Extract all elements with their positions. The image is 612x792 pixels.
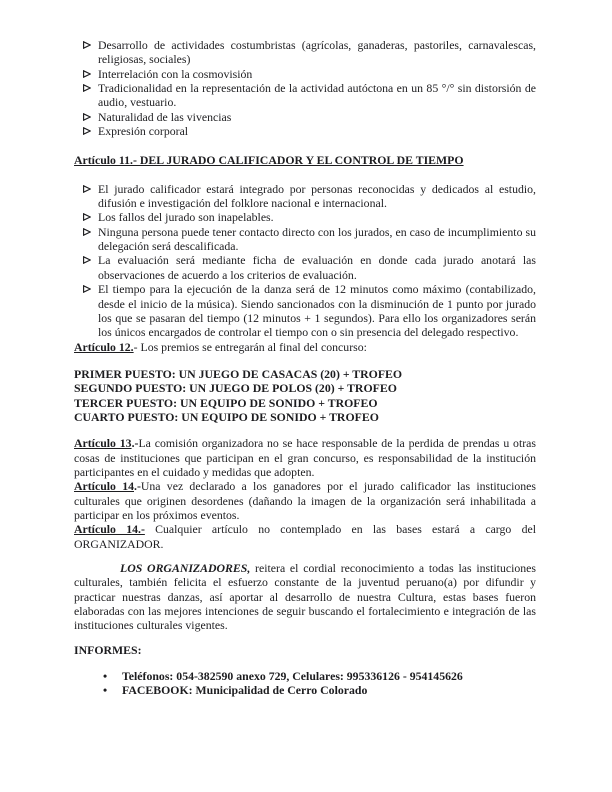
arrow-bullet-icon (83, 70, 91, 78)
jury-rule-item (74, 253, 536, 282)
jury-rule-text: Los fallos del jurado son inapelables. (98, 210, 274, 225)
prizes-block (74, 367, 536, 424)
arrow-bullet-icon (83, 256, 91, 264)
prize-line-fourth: CUARTO PUESTO: UN EQUIPO DE SONIDO + TROFEO (74, 409, 379, 424)
phone-contact-text: Teléfonos: 054-382590 anexo 729, Celulares: 995336126 - 954145626 (122, 669, 463, 684)
bullet-icon: • (103, 669, 108, 684)
jury-rule-item (74, 210, 536, 224)
arrow-bullet-icon (83, 84, 91, 92)
criteria-item (74, 67, 536, 81)
jury-rule-text: El jurado calificador estará integrado por personas reconocidas y dedicados al estudio, difusión e investigación del folklore nacional e internacional. (98, 181, 536, 211)
jury-rule-item (74, 225, 536, 254)
article-14-paragraph (74, 479, 536, 522)
prize-line-second: SEGUNDO PUESTO: UN JUEGO DE POLOS (20) + TROFEO (74, 381, 397, 396)
bullet-icon: • (103, 683, 108, 698)
arrow-bullet-icon (83, 127, 91, 135)
article-12-paragraph (74, 340, 536, 354)
facebook-contact-text: FACEBOOK: Municipalidad de Cerro Colorado (122, 683, 368, 698)
jury-rule-text: La evaluación será mediante ficha de evaluación en donde cada jurado anotará las observaciones de acuerdo a los criterios de evaluación. (98, 253, 536, 282)
prize-line-first: PRIMER PUESTO: UN JUEGO DE CASACAS (20) + TROFEO (74, 366, 403, 381)
article-13-paragraph (74, 436, 536, 479)
criteria-item-text: Tradicionalidad en la representación de la actividad autóctona en un 85 °/° sin distorsión de audio, vestuario. (98, 81, 536, 110)
phone-contact-item (74, 669, 536, 683)
article-11-heading: Artículo 11.- DEL JURADO CALIFICADOR Y EL CONTROL DE TIEMPO (74, 153, 464, 168)
prize-line-third: TERCER PUESTO: UN EQUIPO DE SONIDO + TROFEO (74, 395, 378, 410)
facebook-contact-item (74, 683, 536, 697)
article-12-text: Los premios se entregarán al final del concurso: (140, 339, 367, 354)
article-14-separator: .- (134, 479, 141, 494)
jury-rule-item (74, 282, 536, 339)
jury-rule-text: Ninguna persona puede tener contacto directo con los jurados, en caso de incumplimiento su delegación será descalificada. (98, 224, 536, 254)
article-14b-paragraph (74, 522, 536, 551)
arrow-bullet-icon (83, 228, 91, 236)
criteria-item (74, 81, 536, 110)
article-13-text: La comisión organizadora no se hace responsable de la perdida de prendas u otras cosas de instituciones que participan en el gran concurso, es responsabilidad de la institución participantes en el cuidado y medidas que adopten. (74, 436, 536, 479)
article-13-separator: .- (131, 436, 139, 451)
criteria-item-text: Desarrollo de actividades costumbristas (agrícolas, ganaderas, pastoriles, carnavalescas, religiosas, sociales) (98, 38, 536, 67)
closing-text: reitera el cordial reconocimiento a todas las instituciones culturales, también felicita el esfuerzo constante de la juventud peruano(a) por difundir y practicar nuestras danzas, así aportar al desarrollo de nuestra Cultura, estas bases fueron elaboradas con las mejores intenciones de seguir buscando el fortalecimiento e integración de las instituciones culturales vigentes. (74, 561, 536, 633)
article-12-lead: Artículo 12. (74, 339, 134, 354)
arrow-bullet-icon (83, 113, 91, 121)
criteria-item (74, 124, 536, 138)
arrow-bullet-icon (83, 185, 91, 193)
jury-rule-text: El tiempo para la ejecución de la danza será de 12 minutos como máximo (contabilizado, desde el inicio de la música). Siendo sancionados con la disminución de 1 punto por jurado los que se pasaran del tiempo (12 minutos + 1 segundos). Para ello los organizadores serán los únicos encargados de controlar el tiempo con o sin presencia del delegado respectivo. (98, 282, 536, 340)
contact-list (74, 669, 536, 698)
article-14-lead: Artículo 14 (74, 479, 134, 494)
article-14-text: Una vez declarado a los ganadores por el jurado calificador las instituciones culturales que originen desordenes (dañando la imagen de la organización será inhabilitada a participar en los próximos eventos. (74, 479, 536, 522)
arrow-bullet-icon (83, 213, 91, 221)
jury-rule-item (74, 182, 536, 211)
criteria-list (74, 38, 536, 138)
arrow-bullet-icon (83, 41, 91, 49)
article-13-lead: Artículo 13 (74, 436, 132, 451)
arrow-bullet-icon (83, 285, 91, 293)
article-14b-lead: Artículo 14.- (74, 522, 145, 537)
article-14b-text: Cualquier artículo no contemplado en las bases estará a cargo del ORGANIZADOR. (74, 522, 536, 551)
article-14b-separator (145, 522, 155, 536)
criteria-item (74, 110, 536, 124)
criteria-item-text: Naturalidad de las vivencias (98, 109, 232, 124)
criteria-item (74, 38, 536, 67)
jury-rules-list (74, 182, 536, 340)
criteria-item-text: Interrelación con la cosmovisión (98, 66, 253, 81)
informes-heading: INFORMES: (74, 642, 142, 657)
organizers-lead: LOS ORGANIZADORES, (120, 561, 251, 575)
article-12-separator: - (133, 339, 141, 354)
closing-paragraph (74, 561, 536, 633)
criteria-item-text: Expresión corporal (98, 124, 189, 139)
